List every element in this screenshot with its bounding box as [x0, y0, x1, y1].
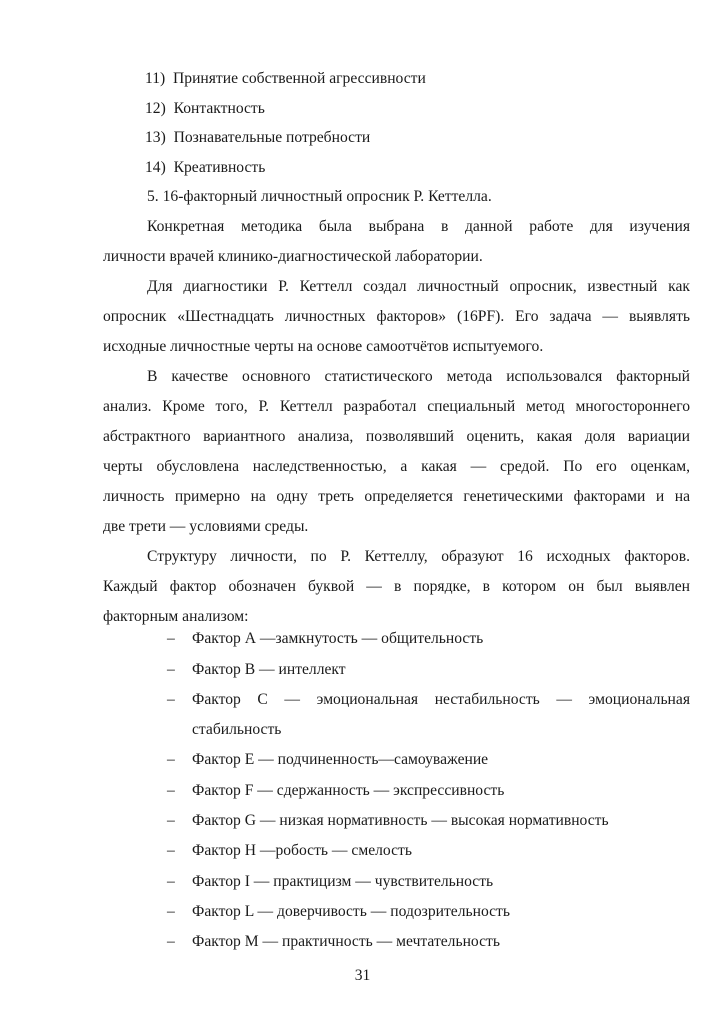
factor-list-item [0, 872, 725, 892]
dash-bullet: – [167, 903, 175, 920]
item-text: Принятие собственной агрессивности [173, 70, 426, 87]
dash-bullet: – [167, 782, 175, 799]
item-text: Креативность [173, 159, 266, 176]
factor-list-item [0, 629, 725, 649]
paragraph-line: исходные личностные черты на основе самоотчётов испытуемого. [103, 338, 544, 355]
paragraph-line: Конкретная методика была выбрана в данной работе для изучения [147, 218, 690, 235]
factor-list-item [0, 841, 725, 861]
factor-text: Фактор А —замкнутость — общительность [192, 630, 484, 647]
paragraph-line: абстрактного вариантного анализа, позволявший оценить, какая доля вариации [103, 428, 690, 445]
factor-text: Фактор Н —робость — смелость [192, 842, 412, 859]
paragraph-line: опросник «Шестнадцать личностных факторов» (16PF). Его задача — выявлять [103, 308, 690, 325]
item-number: 12) [145, 100, 166, 117]
factor-text: Фактор Е — подчиненность—самоуважение [192, 751, 489, 768]
item-number: 13) [145, 129, 166, 146]
dash-bullet: – [167, 933, 175, 950]
item-number: 14) [145, 159, 166, 176]
item-text: Познавательные потребности [173, 129, 371, 146]
paragraph-line: Каждый фактор обозначен буквой — в порядке, в котором он был выявлен [103, 578, 690, 595]
dash-bullet: – [167, 630, 175, 647]
dash-bullet: – [167, 873, 175, 890]
list-item [145, 69, 426, 89]
factor-text: Фактор I — практицизм — чувствительность [192, 873, 494, 890]
factor-list-item [0, 660, 725, 680]
factor-list-item [0, 750, 725, 770]
dash-bullet: – [167, 751, 175, 768]
dash-bullet: – [167, 812, 175, 829]
paragraph-line: две трети — условиями среды. [103, 518, 309, 535]
list-item [145, 99, 265, 119]
paragraph-line: анализ. Кроме того, Р. Кеттелл разработал специальный метод многостороннего [103, 398, 690, 415]
dash-bullet: – [167, 691, 175, 708]
dash-bullet: – [167, 661, 175, 678]
paragraph-line: В качестве основного статистического метода использовался факторный [147, 368, 690, 385]
factor-list-item [0, 781, 725, 801]
section-heading: 5. 16-факторный личностный опросник Р. Кеттелла. [147, 188, 492, 205]
factor-list-item [0, 932, 725, 952]
page-number: 31 [354, 967, 371, 984]
list-item [145, 128, 370, 148]
item-number: 11) [145, 70, 166, 87]
paragraph-line: личность примерно на одну треть определяется генетическими факторами и на [103, 488, 690, 505]
dash-bullet: – [167, 842, 175, 859]
factor-text: Фактор G — низкая нормативность — высокая нормативность [192, 812, 609, 829]
factor-text: Фактор В — интеллект [192, 661, 346, 678]
item-text: Контактность [173, 100, 265, 117]
paragraph-line: Для диагностики Р. Кеттелл создал личностный опросник, известный как [147, 278, 690, 295]
factor-list-item [0, 902, 725, 922]
factor-text-continuation: стабильность [192, 721, 282, 738]
factor-list-item [0, 690, 725, 710]
list-item [145, 158, 265, 178]
paragraph-line: черты обусловлена наследственностью, а какая — средой. По его оценкам, [103, 458, 690, 475]
factor-list-item [0, 811, 725, 831]
factor-text: Фактор М — практичность — мечтательность [192, 933, 500, 950]
factor-text: Фактор F — сдержанность — экспрессивность [192, 782, 505, 799]
paragraph-line: Структуру личности, по Р. Кеттеллу, образуют 16 исходных факторов. [147, 548, 690, 565]
paragraph-line: факторным анализом: [103, 608, 249, 625]
factor-text: Фактор С — эмоциональная нестабильность — эмоциональная [192, 691, 690, 708]
paragraph-line: личности врачей клинико-диагностической лаборатории. [103, 248, 483, 265]
factor-text: Фактор L — доверчивость — подозрительность [192, 903, 510, 920]
